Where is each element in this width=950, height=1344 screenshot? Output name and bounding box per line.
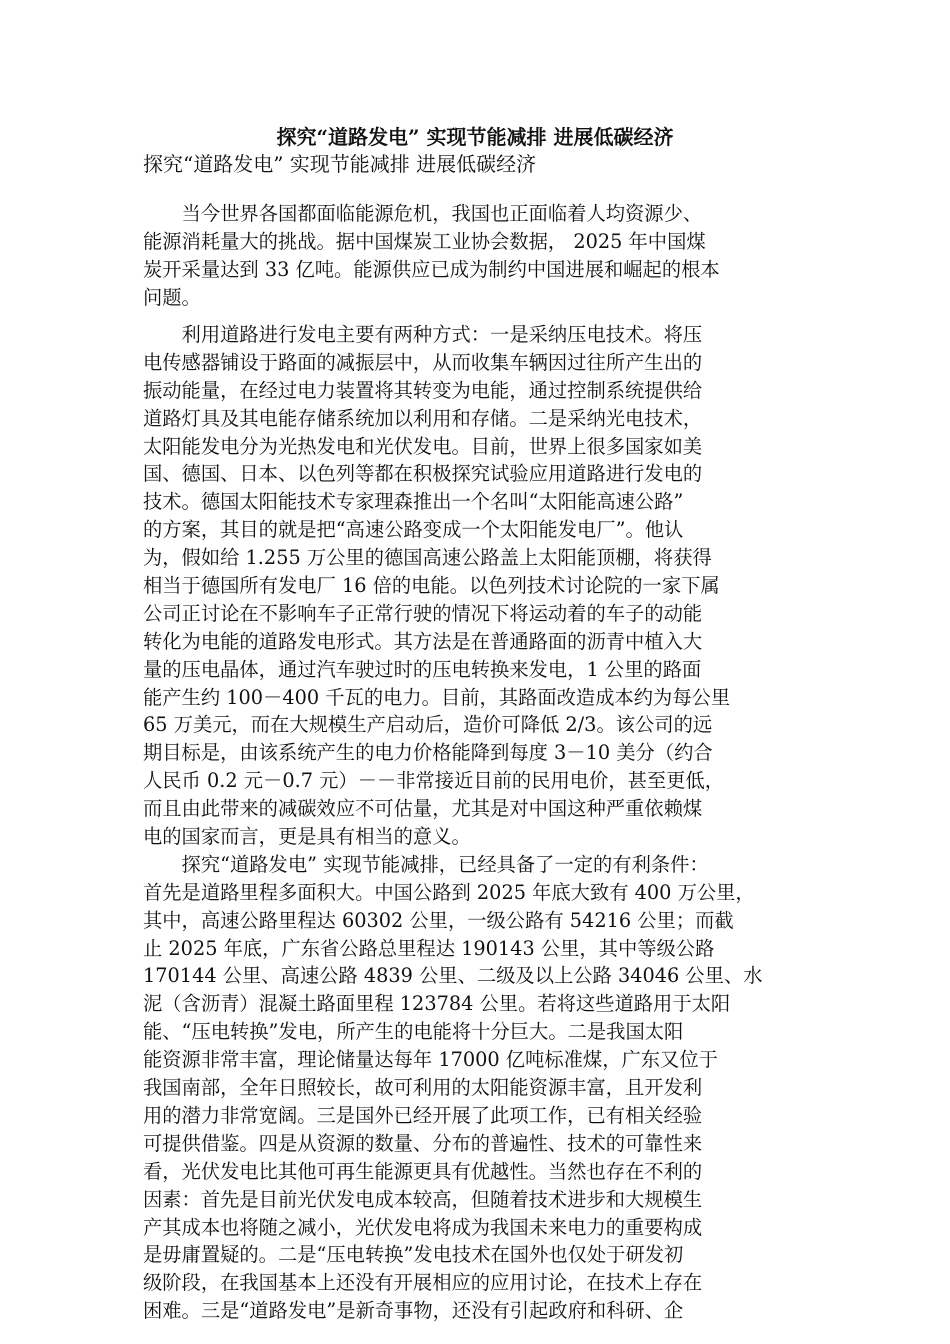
text-line: 我国南部，全年日照较长，故可利用的太阳能资源丰富，且开发利 bbox=[143, 1076, 703, 1100]
text-line: 国、德国、日本、以色列等都在积极探究试验应用道路进行发电的 bbox=[143, 462, 703, 486]
text-line: 能产生约 100－400 千瓦的电力。目前，其路面改造成本约为每公里 bbox=[143, 685, 731, 709]
paragraph-intro bbox=[143, 200, 815, 312]
text-line: 因素：首先是目前光伏发电成本较高，但随着技术进步和大规模生 bbox=[143, 1187, 703, 1211]
text-line: 能资源非常丰富，理论储量达每年 17000 亿吨标准煤，广东又位于 bbox=[143, 1048, 718, 1072]
text-line: 65 万美元，而在大规模生产启动后，造价可降低 2/3。该公司的远 bbox=[143, 713, 713, 737]
text-line: 止 2025 年底，广东省公路总里程达 190143 公里，其中等级公路 bbox=[143, 936, 715, 960]
text-line: 而且由此带来的减碳效应不可估量，尤其是对中国这种严重依赖煤 bbox=[143, 797, 703, 821]
text-line: 泥（含沥青）混凝土路面里程 123784 公里。若将这些道路用于太阳 bbox=[143, 992, 731, 1016]
text-line: 是毋庸置疑的。二是“压电转换”发电技术在国外也仅处于研发初 bbox=[143, 1243, 684, 1267]
text-line: 其中，高速公路里程达 60302 公里，一级公路有 54216 公里；而截 bbox=[143, 908, 734, 932]
text-line: 期目标是，由该系统产生的电力价格能降到每度 3－10 美分（约合 bbox=[143, 741, 713, 765]
text-line: 太阳能发电分为光热发电和光伏发电。目前，世界上很多国家如美 bbox=[143, 434, 703, 458]
text-line: 道路灯具及其电能存储系统加以利用和存储。二是采纳光电技术， bbox=[143, 406, 703, 430]
text-line: 170144 公里、高速公路 4839 公里、二级及以上公路 34046 公里、水 bbox=[143, 964, 763, 988]
document-title: 探究“道路发电” 实现节能减排 进展低碳经济 bbox=[276, 125, 674, 149]
text-line: 困难。三是“道路发电”是新奇事物，还没有引起政府和科研、企 bbox=[143, 1299, 684, 1323]
text-line: 看，光伏发电比其他可再生能源更具有优越性。当然也存在不利的 bbox=[143, 1159, 703, 1183]
text-line: 问题。 bbox=[143, 285, 201, 309]
text-line: 首先是道路里程多面积大。中国公路到 2025 年底大致有 400 万公里， bbox=[143, 880, 755, 904]
text-line: 用的潜力非常宽阔。三是国外已经开展了此项工作，已有相关经验 bbox=[143, 1103, 703, 1127]
text-line: 的方案，其目的就是把“高速公路变成一个太阳能发电厂”。他认 bbox=[143, 518, 684, 542]
text-line: 电传感器铺设于路面的减振层中，从而收集车辆因过往所产生出的 bbox=[143, 350, 703, 374]
text-line: 技术。德国太阳能技术专家理森推出一个名叫“太阳能高速公路” bbox=[143, 490, 684, 514]
text-line: 量的压电晶体，通过汽车驶过时的压电转换来发电，1 公里的路面 bbox=[143, 657, 702, 681]
text-line: 当今世界各国都面临能源危机，我国也正面临着人均资源少、 bbox=[143, 202, 703, 225]
text-line: 为，假如给 1.255 万公里的德国高速公路盖上太阳能顶棚，将获得 bbox=[143, 546, 712, 570]
text-line: 级阶段，在我国基本上还没有开展相应的应用讨论，在技术上存在 bbox=[143, 1271, 703, 1295]
text-line: 能、“压电转换”发电，所产生的电能将十分巨大。二是我国太阳 bbox=[143, 1020, 684, 1044]
document-subtitle: 探究“道路发电” 实现节能减排 进展低碳经济 bbox=[143, 152, 537, 176]
text-line: 利用道路进行发电主要有两种方式：一是采纳压电技术。将压 bbox=[143, 323, 703, 346]
text-line: 产其成本也将随之减小，光伏发电将成为我国未来电力的重要构成 bbox=[143, 1215, 703, 1239]
text-line: 人民币 0.2 元－0.7 元）－－非常接近目前的民用电价，甚至更低， bbox=[143, 769, 725, 793]
text-line: 电的国家而言，更是具有相当的意义。 bbox=[143, 825, 471, 849]
text-line: 公司正讨论在不影响车子正常行驶的情况下将运动着的车子的动能 bbox=[143, 601, 703, 625]
text-line: 能源消耗量大的挑战。据中国煤炭工业协会数据， 2025 年中国煤 bbox=[143, 229, 706, 253]
text-line: 炭开采量达到 33 亿吨。能源供应已成为制约中国进展和崛起的根本 bbox=[143, 257, 720, 281]
text-line: 可提供借鉴。四是从资源的数量、分布的普遍性、技术的可靠性来 bbox=[143, 1131, 703, 1155]
text-line: 振动能量，在经过电力装置将其转变为电能，通过控制系统提供给 bbox=[143, 378, 703, 402]
text-line: 探究“道路发电” 实现节能减排，已经具备了一定的有利条件： bbox=[143, 852, 709, 876]
text-line: 相当于德国所有发电厂 16 倍的电能。以色列技术讨论院的一家下属 bbox=[143, 574, 720, 598]
paragraph-main bbox=[143, 321, 815, 1325]
text-line: 转化为电能的道路发电形式。其方法是在普通路面的沥青中植入大 bbox=[143, 629, 703, 653]
